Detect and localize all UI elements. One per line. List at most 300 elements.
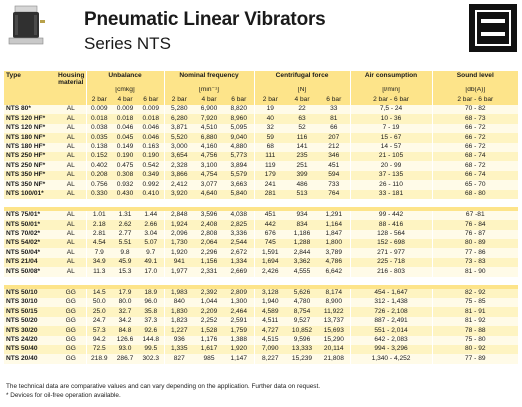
value-cell: 3,871 [164,124,194,133]
value-cell: 8,960 [224,114,254,123]
value-cell: 399 [286,171,318,180]
value-cell: 70 - 82 [432,105,518,114]
value-cell: AL [56,143,86,152]
value-cell: 218.9 [86,354,112,363]
value-cell: 76 - 84 [432,220,518,229]
value-cell: 52 [286,124,318,133]
value-cell: 0.308 [112,171,138,180]
value-cell: 50.0 [86,298,112,307]
value-cell: 0.009 [86,105,112,114]
value-cell: 81 [318,114,350,123]
housing-empty [56,96,86,105]
value-cell: 1,291 [318,211,350,220]
value-cell: 0.349 [138,171,164,180]
value-cell: 2,809 [224,289,254,298]
value-cell: 2,591 [224,317,254,326]
type-cell: NTS 70/02* [4,230,56,239]
value-cell: 312 - 1,438 [350,298,432,307]
value-cell: 8,227 [254,354,286,363]
value-cell: 594 [318,171,350,180]
value-cell: 827 [164,354,194,363]
value-cell: 0.475 [112,161,138,170]
value-cell: 0.149 [112,143,138,152]
value-cell: 15.3 [112,267,138,276]
value-cell: 116 [286,133,318,142]
value-cell: 99 - 442 [350,211,432,220]
table-row [4,171,518,180]
type-cell: NTS 250 HF* [4,152,56,161]
value-cell: 0.402 [86,161,112,170]
value-cell: 2,426 [254,267,286,276]
value-cell: GG [56,317,86,326]
table-row [4,190,518,199]
value-cell: 3,654 [164,152,194,161]
table-row [4,326,518,335]
value-cell: 2,064 [194,239,224,248]
value-cell: 11,922 [318,307,350,316]
value-cell: 2,252 [194,317,224,326]
value-cell: 68 - 72 [432,161,518,170]
value-cell: 0.932 [112,180,138,189]
value-cell: 45.9 [112,258,138,267]
value-cell: 1,591 [254,248,286,257]
table-row [4,336,518,345]
value-cell: 67 -81 [432,211,518,220]
value-cell: 5,840 [224,190,254,199]
unit-unbalance: [cmkg] [86,87,164,96]
type-cell: NTS 50/20 [4,317,56,326]
value-cell: 1,340 - 4,252 [350,354,432,363]
value-cell: 3,866 [164,171,194,180]
type-cell: NTS 180 NF* [4,133,56,142]
value-cell: 80 - 92 [432,345,518,354]
value-cell: 94.2 [86,336,112,345]
value-cell: AL [56,248,86,257]
value-cell: 17.0 [138,267,164,276]
group-spacer [4,277,518,285]
value-cell: 1,759 [224,326,254,335]
value-cell: 15,239 [286,354,318,363]
pressure-6bar: 6 bar [318,96,350,105]
value-cell: 5,773 [224,152,254,161]
value-cell: 4,510 [194,124,224,133]
value-cell: 119 [254,161,286,170]
value-cell: 111 [254,152,286,161]
value-cell: 286.7 [112,354,138,363]
value-cell: 77 - 89 [432,354,518,363]
spec-table-container [4,71,518,364]
value-cell: 34.2 [112,317,138,326]
value-cell: 25.0 [86,307,112,316]
value-cell: AL [56,239,86,248]
table-row [4,143,518,152]
value-cell: 1.31 [112,211,138,220]
value-cell: 1,983 [164,289,194,298]
group-spacer [4,199,518,207]
value-cell: 77 - 86 [432,248,518,257]
value-cell: 26 - 110 [350,180,432,189]
value-cell: 2,844 [286,248,318,257]
footnote-disclaimer: The technical data are comparative values and can vary depending on the application. Further data on request. [6,383,321,390]
value-cell: 37 - 135 [350,171,432,180]
value-cell: 4,786 [318,258,350,267]
col-header-frequency: Nominal frequency [164,71,254,87]
value-cell: AL [56,258,86,267]
value-cell: 80 - 89 [432,239,518,248]
type-cell: NTS 30/20 [4,326,56,335]
value-cell: 7,920 [194,114,224,123]
value-cell: 80.0 [112,298,138,307]
value-cell: 152 - 698 [350,239,432,248]
value-cell: 4.54 [86,239,112,248]
value-cell: 1,694 [254,258,286,267]
value-cell: 10,852 [286,326,318,335]
value-cell: 3,596 [194,211,224,220]
value-cell: 2.77 [112,230,138,239]
value-cell: 0.038 [86,124,112,133]
type-cell: NTS 50/01* [4,220,56,229]
value-cell: 1,830 [164,307,194,316]
value-cell: 454 - 1,647 [350,289,432,298]
value-cell: 84.8 [112,326,138,335]
value-cell: 4,555 [286,267,318,276]
value-cell: GG [56,336,86,345]
unit-frequency: [min⁻¹] [164,87,254,96]
value-cell: 934 [286,211,318,220]
type-cell: NTS 21/04 [4,258,56,267]
value-cell: 764 [318,190,350,199]
value-cell: 212 [318,143,350,152]
value-cell: 5,280 [164,105,194,114]
value-cell: GG [56,354,86,363]
col-header-force: Centrifugal force [254,71,350,87]
table-row [4,124,518,133]
type-cell: NTS 50/15 [4,307,56,316]
value-cell: AL [56,220,86,229]
value-cell: 6,280 [164,114,194,123]
value-cell: 1,528 [194,326,224,335]
value-cell: 5.07 [138,239,164,248]
value-cell: 78 - 88 [432,326,518,335]
value-cell: 0.046 [138,124,164,133]
value-cell: 0.330 [86,190,112,199]
value-cell: 5,095 [224,124,254,133]
value-cell: 486 [286,180,318,189]
value-cell: 4,880 [224,143,254,152]
value-cell: 5.51 [112,239,138,248]
value-cell: 14 - 57 [350,143,432,152]
value-cell: 840 [164,298,194,307]
value-cell: 8,820 [224,105,254,114]
value-cell: 24.7 [86,317,112,326]
value-cell: 14.5 [86,289,112,298]
table-row [4,289,518,298]
value-cell: 442 [254,220,286,229]
footnotes [6,383,320,400]
value-cell: 0.018 [138,114,164,123]
type-cell: NTS 50/08* [4,267,56,276]
value-cell: 1,147 [224,354,254,363]
value-cell: 4,727 [254,326,286,335]
table-row [4,133,518,142]
type-cell: NTS 50/10 [4,289,56,298]
value-cell: 9.8 [112,248,138,257]
value-cell: 235 [286,152,318,161]
value-cell: 4,160 [194,143,224,152]
value-cell: 2,544 [224,239,254,248]
value-cell: 0.190 [138,152,164,161]
value-cell: 8,900 [318,298,350,307]
value-cell: 93.0 [112,345,138,354]
col-header-type: Type [4,71,56,105]
type-cell: NTS 50/40 [4,345,56,354]
value-cell: 20,114 [318,345,350,354]
value-cell: 66 - 72 [432,124,518,133]
value-cell: 8,754 [286,307,318,316]
pressure-2bar: 2 bar [254,96,286,105]
value-cell: 3,894 [224,161,254,170]
value-cell: 216 - 803 [350,267,432,276]
type-cell: NTS 350 NF* [4,180,56,189]
value-cell: 642 - 2,083 [350,336,432,345]
pressure-range: 2 bar - 6 bar [350,96,432,105]
value-cell: 0.430 [112,190,138,199]
value-cell: 0.163 [138,143,164,152]
value-cell: 92.6 [138,326,164,335]
value-cell: 0.410 [138,190,164,199]
value-cell: 1,186 [286,230,318,239]
value-cell: 65 - 70 [432,180,518,189]
value-cell: AL [56,161,86,170]
pressure-2bar: 2 bar [86,96,112,105]
value-cell: 57.3 [86,326,112,335]
value-cell: 9,527 [286,317,318,326]
value-cell: AL [56,230,86,239]
value-cell: GG [56,298,86,307]
value-cell: 73 - 83 [432,258,518,267]
value-cell: 4,038 [224,211,254,220]
value-cell: 2,408 [194,220,224,229]
table-row [4,298,518,307]
value-cell: 4,640 [194,190,224,199]
value-cell: 0.138 [86,143,112,152]
value-cell: 66 [318,124,350,133]
value-cell: 66 - 72 [432,143,518,152]
table-row [4,239,518,248]
table-row [4,161,518,170]
value-cell: 1.01 [86,211,112,220]
value-cell: 1,977 [164,267,194,276]
page-subtitle: Series NTS [84,34,171,53]
value-cell: 346 [318,152,350,161]
col-header-air: Air consumption [350,71,432,87]
value-cell: 1,044 [194,298,224,307]
pressure-2bar: 2 bar [164,96,194,105]
value-cell: 941 [164,258,194,267]
value-cell: 2,296 [194,248,224,257]
type-cell: NTS 24/20 [4,336,56,345]
value-cell: 1.44 [138,211,164,220]
value-cell: 3,663 [224,180,254,189]
value-cell: 1,730 [164,239,194,248]
value-cell: 72.5 [86,345,112,354]
spec-table [4,71,518,364]
value-cell: 4,780 [286,298,318,307]
value-cell: 0.152 [86,152,112,161]
value-cell: 3,077 [194,180,224,189]
type-cell: NTS 54/02* [4,239,56,248]
table-row [4,211,518,220]
pressure-4bar: 4 bar [112,96,138,105]
value-cell: 7.9 [86,248,112,257]
value-cell: 207 [318,133,350,142]
unit-air: [l/min] [350,87,432,96]
col-header-sound: Sound level [432,71,518,87]
value-cell: 17.9 [112,289,138,298]
value-cell: 3,920 [164,190,194,199]
value-cell: 68 - 73 [432,114,518,123]
value-cell: 1,164 [318,220,350,229]
value-cell: 21,808 [318,354,350,363]
value-cell: 0.018 [86,114,112,123]
value-cell: 13,737 [318,317,350,326]
unit-sound: [db(A)] [432,87,518,96]
type-cell: NTS 100/01* [4,190,56,199]
value-cell: 81 - 92 [432,317,518,326]
value-cell: 0.046 [138,133,164,142]
value-cell: 10 - 36 [350,114,432,123]
value-cell: GG [56,326,86,335]
value-cell: 551 - 2,014 [350,326,432,335]
value-cell: 241 [254,180,286,189]
value-cell: 2,825 [224,220,254,229]
value-cell: 68 - 80 [432,190,518,199]
table-row [4,307,518,316]
value-cell: AL [56,133,86,142]
type-cell: NTS 350 HF* [4,171,56,180]
value-cell: 2,328 [164,161,194,170]
value-cell: 21 - 105 [350,152,432,161]
value-cell: 271 - 977 [350,248,432,257]
value-cell: 513 [286,190,318,199]
value-cell: 5,579 [224,171,254,180]
value-cell: 936 [164,336,194,345]
value-cell: 75 - 85 [432,298,518,307]
value-cell: 0.009 [112,105,138,114]
type-cell: NTS 120 NF* [4,124,56,133]
value-cell: 4,589 [254,307,286,316]
table-row [4,317,518,326]
value-cell: 745 [254,239,286,248]
type-cell: NTS 80* [4,105,56,114]
value-cell: GG [56,345,86,354]
value-cell: 1,920 [224,345,254,354]
unit-force: [N] [254,87,350,96]
value-cell: 1,823 [164,317,194,326]
value-cell: 63 [286,114,318,123]
value-cell: 676 [254,230,286,239]
value-cell: 6,900 [194,105,224,114]
value-cell: 0.009 [138,105,164,114]
value-cell: 2,331 [194,267,224,276]
value-cell: 18.9 [138,289,164,298]
pressure-6bar: 6 bar [138,96,164,105]
value-cell: 9,596 [286,336,318,345]
value-cell: 32 [254,124,286,133]
value-cell: 2,412 [164,180,194,189]
pressure-4bar: 4 bar [194,96,224,105]
value-cell: 0.046 [112,124,138,133]
value-cell: 4,515 [254,336,286,345]
value-cell: 1,388 [224,336,254,345]
col-header-housing: Housing material [56,71,86,96]
value-cell: 1,847 [318,230,350,239]
value-cell: 2,808 [194,230,224,239]
table-row [4,354,518,363]
value-cell: 0.045 [112,133,138,142]
value-cell: 99.5 [138,345,164,354]
value-cell: 128 - 564 [350,230,432,239]
value-cell: 4,756 [194,152,224,161]
value-cell: AL [56,211,86,220]
value-cell: 1,334 [224,258,254,267]
value-cell: 37.3 [138,317,164,326]
value-cell: 3,336 [224,230,254,239]
value-cell: 3,789 [318,248,350,257]
value-cell: 13,333 [286,345,318,354]
type-cell: NTS 50/04* [4,248,56,257]
value-cell: 1,300 [224,298,254,307]
value-cell: 9,040 [224,133,254,142]
value-cell: 33 - 181 [350,190,432,199]
value-cell: 49.1 [138,258,164,267]
value-cell: 2.81 [86,230,112,239]
value-cell: 2,209 [194,307,224,316]
value-cell: 2.66 [138,220,164,229]
value-cell: 1,617 [194,345,224,354]
value-cell: 225 - 718 [350,258,432,267]
value-cell: 451 [254,211,286,220]
value-cell: 9.7 [138,248,164,257]
table-row [4,258,518,267]
value-cell: 1,227 [164,326,194,335]
value-cell: 66 - 74 [432,171,518,180]
value-cell: 0.208 [86,171,112,180]
value-cell: 1,156 [194,258,224,267]
value-cell: 1,920 [164,248,194,257]
table-row [4,345,518,354]
table-row [4,248,518,257]
value-cell: 88 - 416 [350,220,432,229]
value-cell: 5,626 [286,289,318,298]
value-cell: 59 [254,133,286,142]
value-cell: 2,464 [224,307,254,316]
footnote-oil-free: * Devices for oil-free operation available. [6,391,121,399]
value-cell: 3,128 [254,289,286,298]
table-row [4,230,518,239]
value-cell: AL [56,171,86,180]
value-cell: 0.035 [86,133,112,142]
value-cell: 34.9 [86,258,112,267]
page-title: Pneumatic Linear Vibrators [84,9,326,30]
value-cell: 1,940 [254,298,286,307]
value-cell: 4,511 [254,317,286,326]
value-cell: 81 - 91 [432,307,518,316]
value-cell: 3,362 [286,258,318,267]
type-cell: NTS 180 HF* [4,143,56,152]
value-cell: 32.7 [112,307,138,316]
value-cell: 4,754 [194,171,224,180]
